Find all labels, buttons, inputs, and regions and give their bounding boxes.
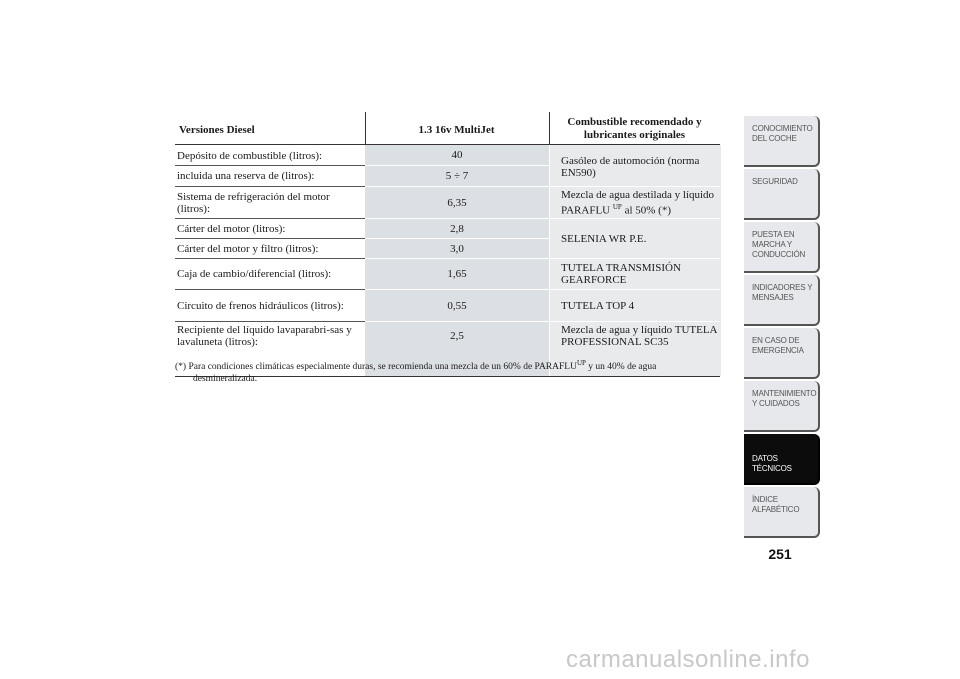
header-versions: Versiones Diesel	[179, 124, 255, 136]
table-row-label: Circuito de frenos hidráulicos (litros):	[177, 299, 344, 312]
header-engine: 1.3 16v MultiJet	[418, 124, 495, 136]
fluid-spec: Gasóleo de automoción (norma EN590)	[561, 154, 700, 179]
table-body	[175, 144, 720, 377]
table-row-value: 40	[451, 149, 463, 161]
table-row-value: 2,8	[450, 222, 464, 235]
tab-conocimiento-del-coche[interactable]: CONOCIMIENTO DEL COCHE	[744, 116, 820, 167]
tab-puesta-en-marcha[interactable]: PUESTA EN MARCHA Y CONDUCCIÓN	[744, 222, 820, 273]
table-row-label: Cárter del motor y filtro (litros):	[177, 242, 319, 255]
tab-datos-tecnicos[interactable]: DATOS TÉCNICOS	[744, 434, 820, 485]
table-row-label: Cárter del motor (litros):	[177, 222, 286, 235]
table-row-value: 2,5	[450, 330, 464, 342]
table-row-label: Depósito de combustible (litros):	[177, 149, 323, 162]
header-fluids: Combustible recomendado y lubricantes originales	[567, 116, 702, 141]
table-row-value: 6,35	[447, 196, 467, 209]
tab-seguridad[interactable]: SEGURIDAD	[744, 169, 820, 220]
footnote: (*) Para condiciones climáticas especialmente duras, se recomienda una mezcla de un 60% de $PARAFLU^{UP}$ y un 40% de agua desmineralizada.	[175, 359, 657, 385]
fluid-spec: Mezcla de agua y líquido TUTELA PROFESSIONAL SC35	[561, 324, 717, 348]
table-row-label: Sistema de refrigeración del motor (litros):	[177, 190, 330, 215]
capacities-table	[175, 112, 720, 377]
tab-indice-alfabetico[interactable]: ÍNDICE ALFABÉTICO	[744, 487, 820, 538]
fluid-spec: Mezcla de agua destilada y líquido PARAFLU $^{UP}$ al 50% (*)	[561, 188, 715, 217]
tab-en-caso-de-emergencia[interactable]: EN CASO DE EMERGENCIA	[744, 328, 820, 379]
fluid-spec: TUTELA TOP 4	[561, 299, 635, 312]
table-row-label: Caja de cambio/diferencial (litros):	[177, 268, 332, 280]
table-row-label: incluida una reserva de (litros):	[177, 170, 315, 182]
table-row-value: 0,55	[447, 299, 467, 312]
table-row-label: Recipiente del líquido lavaparabri-sas y lavaluneta (litros):	[177, 324, 352, 348]
watermark: carmanualsonline.info	[566, 646, 810, 673]
table-header	[175, 112, 720, 144]
fluid-spec: SELENIA WR P.E.	[561, 232, 647, 245]
tab-mantenimiento[interactable]: MANTENIMIENTO Y CUIDADOS	[744, 381, 820, 432]
tab-indicadores-y-mensajes[interactable]: INDICADORES Y MENSAJES	[744, 275, 820, 326]
table-row-value: 1,65	[447, 268, 467, 280]
page-number: 251	[768, 546, 792, 562]
table-row-value: 3,0	[450, 242, 464, 255]
table-row-value: 5 ÷ 7	[445, 170, 469, 182]
fluid-spec: TUTELA TRANSMISIÓN GEARFORCE	[561, 262, 681, 286]
